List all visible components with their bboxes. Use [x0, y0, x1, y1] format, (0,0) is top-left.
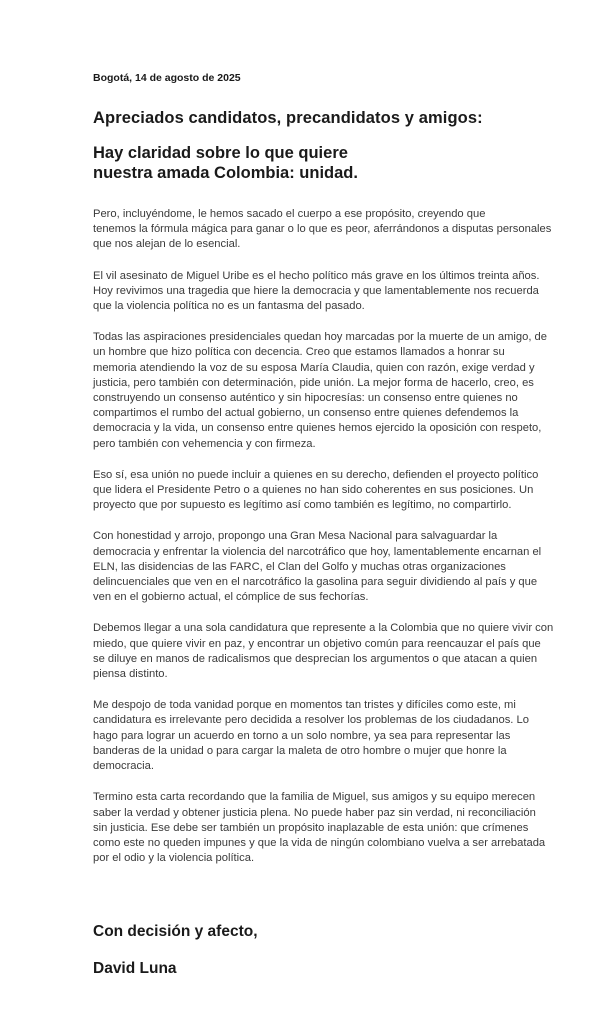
- paragraph-line: Me despojo de toda vanidad porque en momentos tan tristes y difíciles como este, mi: [93, 699, 516, 712]
- paragraph-line: memoria atendiendo la voz de su esposa María Claudia, quien con razón, exige verdad y: [93, 361, 535, 374]
- body-paragraph: [93, 621, 554, 682]
- body-paragraph: [93, 790, 546, 866]
- paragraph-line: banderas de la unidad o para cargar la maleta de otro hombre o mujer que honre la: [93, 744, 507, 757]
- paragraph-line: delincuenciales que ven en el narcotráfico la gasolina para seguir dividiendo al país y que: [93, 576, 538, 589]
- paragraph-line: Con honestidad y arrojo, propongo una Gran Mesa Nacional para salvaguardar la: [93, 530, 498, 543]
- letter-headline: [93, 143, 358, 183]
- paragraph-line: que la violencia política no es un fantasma del pasado.: [93, 300, 365, 313]
- paragraph-line: democracia y enfrentar la violencia del narcotráfico que hoy, lamentablemente encarnan el: [93, 545, 542, 558]
- paragraph-line: tenemos la fórmula mágica para ganar o lo que es peor, aferrándonos a disputas personales: [93, 223, 552, 236]
- letter-signature: David Luna: [93, 960, 177, 977]
- paragraph-line: como este no queden impunes y que la vida de ningún colombiano vuelva a ser arrebatada: [93, 836, 546, 849]
- paragraph-line: por el odio y la violencia política.: [93, 852, 255, 865]
- paragraph-line: democracia y la vida, un consenso entre quienes hemos ejercido la oposición con respeto,: [93, 422, 542, 435]
- paragraph-line: un hombre que hizo política con decencia. Creo que estamos llamados a honrar su: [93, 346, 505, 359]
- paragraph-line: ven en el gobierno actual, el cómplice de sus fechorías.: [93, 591, 369, 604]
- body-paragraph: [93, 468, 543, 514]
- paragraph-line: Todas las aspiraciones presidenciales quedan hoy marcadas por la muerte de un amigo, de: [93, 331, 547, 344]
- letter-salutation: Apreciados candidatos, precandidatos y amigos:: [93, 109, 483, 127]
- paragraph-line: construyendo un consenso auténtico y sin hipocresías: un consenso entre quienes no: [93, 392, 518, 405]
- paragraph-line: se diluye en manos de radicalismos que desprecian los argumentos o que atacan a quien: [93, 652, 538, 665]
- paragraph-line: compartimos el rumbo del actual gobierno, un consenso entre quienes defendemos la: [93, 407, 519, 420]
- paragraph-line: que nos alejan de lo esencial.: [93, 238, 241, 251]
- body-paragraph: [93, 207, 552, 253]
- paragraph-line: justicia, pero también con determinación, pide unión. La mejor forma de hacerlo, creo, es: [93, 376, 534, 389]
- body-paragraph: [93, 269, 543, 315]
- paragraph-line: democracia.: [93, 760, 154, 773]
- paragraph-line: Termino esta carta recordando que la familia de Miguel, sus amigos y su equipo merecen: [93, 791, 536, 804]
- paragraph-line: miedo, que quiere vivir en paz, y encontrar un objetivo común para reencauzar el país que: [93, 637, 541, 650]
- paragraph-line: sin justicia. Ese debe ser también un propósito inaplazable de esta unión: que crímenes: [93, 821, 529, 834]
- paragraph-line: proyecto que por supuesto es legítimo así como también es legítimo, no compartirlo.: [93, 499, 512, 512]
- letter-closing: Con decisión y afecto,: [93, 923, 258, 940]
- paragraph-line: saber la verdad y obtener justicia plena. No puede haber paz sin verdad, ni reconciliación: [93, 806, 536, 819]
- paragraph-line: candidatura es irrelevante pero decidida a resolver los problemas de los ciudadanos. Lo: [93, 714, 529, 727]
- body-paragraph: [93, 529, 543, 605]
- body-paragraph: [93, 330, 547, 452]
- paragraph-line: que lidera el Presidente Petro o a quienes no han sido coherentes en sus posiciones. Un: [93, 484, 534, 497]
- paragraph-line: ELN, las disidencias de las FARC, el Clan del Golfo y muchas otras organizaciones: [93, 560, 506, 573]
- paragraph-line: Hoy revivimos una tragedia que hiere la democracia y que lamentablemente nos recuerda: [93, 284, 539, 297]
- paragraph-line: El vil asesinato de Miguel Uribe es el hecho político más grave en los últimos treinta años.: [93, 269, 540, 282]
- letter-date: Bogotá, 14 de agosto de 2025: [93, 72, 241, 84]
- headline-line: nuestra amada Colombia: unidad.: [93, 164, 358, 182]
- headline-line: Hay claridad sobre lo que quiere: [93, 144, 348, 162]
- paragraph-line: hago para lograr un acuerdo en torno a un solo nombre, ya sea para representar las: [93, 729, 511, 742]
- paragraph-line: Debemos llegar a una sola candidatura que represente a la Colombia que no quiere vivir con: [93, 622, 554, 635]
- paragraph-line: Eso sí, esa unión no puede incluir a quienes en su derecho, defienden el proyecto político: [93, 468, 539, 481]
- paragraph-line: piensa distinto.: [93, 668, 168, 681]
- paragraph-line: pero también con vehemencia y con firmeza.: [93, 437, 316, 450]
- paragraph-line: Pero, incluyéndome, le hemos sacado el cuerpo a ese propósito, creyendo que: [93, 208, 486, 220]
- letter-body: [93, 207, 554, 882]
- body-paragraph: [93, 698, 543, 774]
